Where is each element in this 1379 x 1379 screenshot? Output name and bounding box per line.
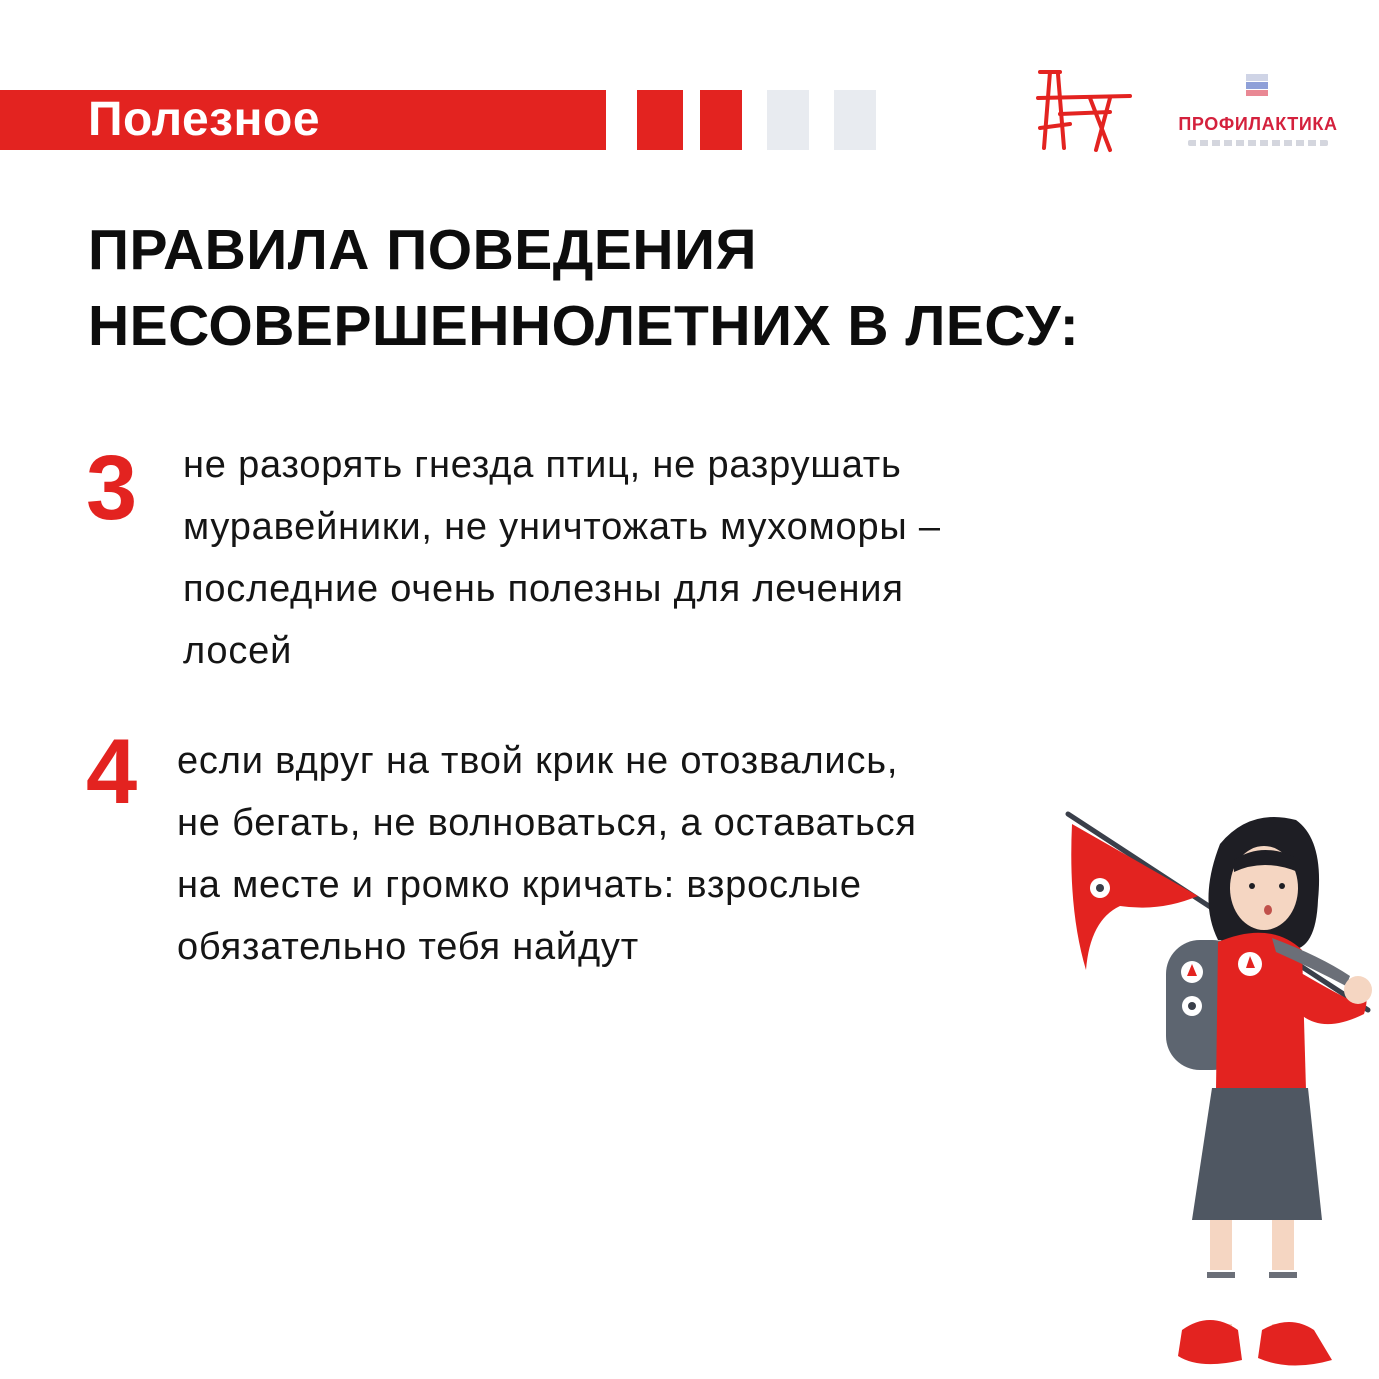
- rule-line: обязательно тебя найдут: [177, 926, 639, 968]
- page-title: [88, 212, 1338, 364]
- section-label: Полезное: [88, 93, 321, 146]
- logo-subtext-line: [1188, 140, 1328, 146]
- rule-line: муравейники, не уничтожать мухоморы –: [183, 506, 941, 548]
- decorative-bar: [700, 90, 742, 150]
- rule-number: 3: [86, 437, 138, 539]
- logo-text: ПРОФИЛАКТИКА: [1178, 114, 1338, 134]
- decorative-bar: [637, 90, 683, 150]
- rule-line: не бегать, не волноваться, а оставаться: [177, 802, 917, 844]
- rule-line: последние очень полезны для лечения: [183, 568, 904, 610]
- rule-number: 4: [86, 721, 138, 823]
- decorative-bar: [767, 90, 809, 150]
- decorative-bar: [834, 90, 876, 150]
- title-line: НЕСОВЕРШЕННОЛЕТНИХ В ЛЕСУ:: [88, 294, 1080, 358]
- rule-line: на месте и громко кричать: взрослые: [177, 864, 862, 906]
- rule-line: если вдруг на твой крик не отозвались,: [177, 740, 899, 782]
- rule-line: не разорять гнезда птиц, не разрушать: [183, 444, 902, 486]
- title-line: ПРАВИЛА ПОВЕДЕНИЯ: [88, 218, 757, 282]
- hiker-girl-with-flag-illustration: [1050, 800, 1379, 1379]
- profilaktika-logo-icon: [1244, 72, 1270, 98]
- rule-text: [177, 730, 917, 978]
- chair-logo-icon: [1030, 68, 1132, 154]
- profilaktika-logo: [1158, 70, 1358, 155]
- rule-line: лосей: [183, 630, 293, 672]
- rule-text: [183, 434, 941, 682]
